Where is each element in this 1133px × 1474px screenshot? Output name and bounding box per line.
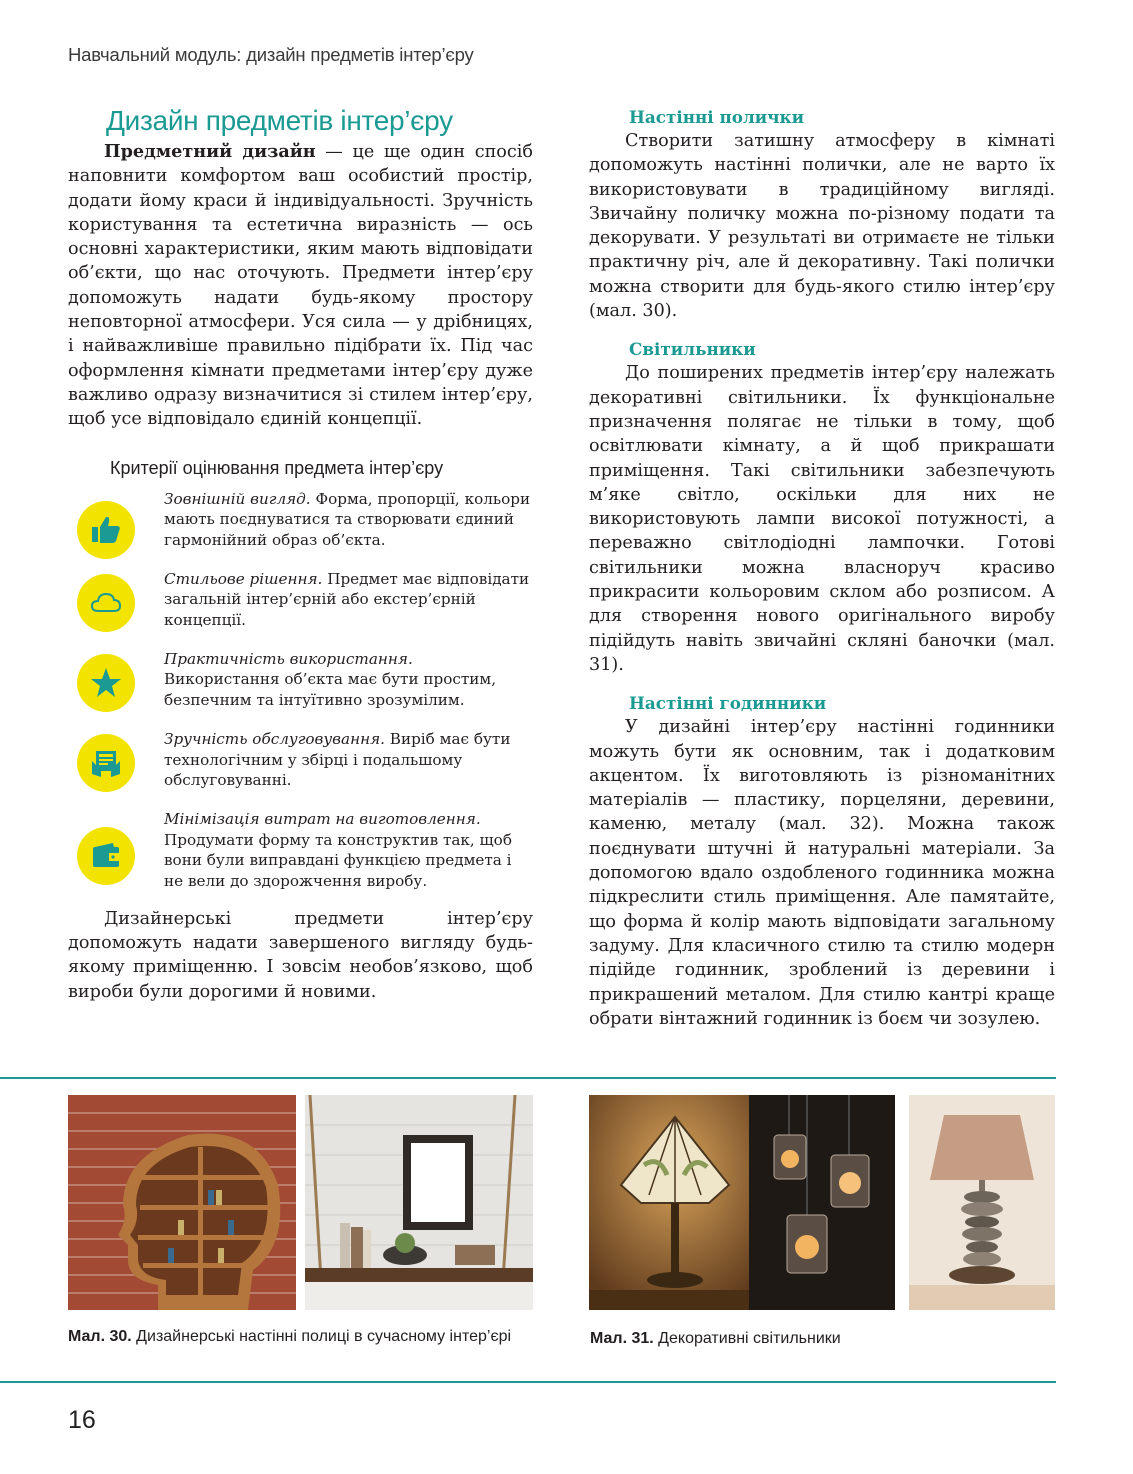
criterion-text: Форма, пропорції, кольори мають поєднуватися та створювати єдиний гармонійний образ об’єкта. [164,489,531,549]
figure-31-label: Мал. 31. [590,1330,654,1347]
figure-31-text: Декоративні світильники [653,1330,841,1347]
criterion-title: Стильове рішення. [164,569,323,588]
divider-bottom [0,1381,1056,1383]
lamps-paragraph: До поширених предметів інтер’єру належать декоративні світильники. Їх функціональне призначення полягає не тільки в тому, щоб освітлювати кімнату, а й щоб прикрашати приміщення. Такі світильники забезпечують м’яке світло, оскільки для них не використовують лампи високої потужності, а переважно світлодіодні лампочки. Готові світильники можна власноруч красиво прикрасити кольоровим склом або розписом. А для створення нового оригінального виробу підійдуть навіть звичайні скляні баночки (мал. 31). [589,363,1055,675]
criterion-item [164,809,533,892]
criterion-item [164,489,533,551]
stone-lamp-photo [909,1095,1055,1310]
star-icon [77,654,135,712]
criterion-title: Зручність обслуговування. [164,729,385,748]
clocks-paragraph: У дизайні інтер’єру настінні годинники можуть бути як основним, так і додатковим акцентом. Їх виготовляють із різноманітних матеріалів — пластику, порцеляни, деревини, каменю, металу (мал. 32). Можна також поєднувати штучні й натуральні матеріали. За допомогою вдало оздобленого годинника можна підкреслити стиль приміщення. Але памятайте, що форма й колір мають відповідати загальному задуму. Для класичного стилю та стилю модерн підійде годинник, зроблений із деревини і прикрашений металом. Для стилю кантрі краще обрати вінтажний годинник із боєм чи зозулею. [589,717,1055,1029]
figure-30-caption [68,1326,538,1347]
criterion-title: Зовнішній вигляд. [164,489,311,508]
figure-30-text: Дизайнерські настінні полиці в сучасному інтер’єрі [131,1328,512,1345]
shelves-paragraph: Створити затишну атмосферу в кімнаті допоможуть настінні полички, але не варто їх використовувати в традиційному вигляді. Звичайну поличку можна по-різному подати та декорувати. У результаті ви отримаєте не тільки практичну річ, але й декоративну. Такі полички можна створити для будь-якого стилю інтер’єру (мал. 30). [589,131,1055,322]
figure-30-label: Мал. 30. [68,1328,132,1345]
subheading-shelves: Настінні полички [629,107,805,127]
left-column [68,100,533,1004]
page-number: 16 [68,1406,96,1434]
criterion-title: Практичність використання. [164,649,413,668]
tablet-hands-icon [77,734,135,792]
jar-lamps-photo [749,1095,895,1310]
tiffany-lamp-photo [589,1095,762,1310]
divider-top [0,1077,1056,1079]
criteria-title: Критерії оцінювання предмета інтер’єру [110,457,444,478]
criterion-text: Продумати форму та конструктив так, щоб вони були виправдані функцією предмета і не вели до здорожчення виробу. [164,830,512,891]
closing-paragraph: Дизайнерські предмети інтер’єру допоможуть надати завершеного вигляду будь-якому приміщенню. І зовсім необов’язково, щоб вироби були дорогими й новими. [68,908,533,1002]
intro-paragraph [68,140,533,432]
thumbs-up-icon [77,501,135,559]
cloud-icon [77,574,135,632]
right-column [589,100,1055,1031]
intro-text: — це ще один спосіб наповнити комфортом ваш особистий простір, додати йому краси й індивідуальності. Зручність користування та естетична виразність — ось основні характеристики, яким мають відповідати об’єкти, що нас оточують. Предмети інтер’єру допоможуть надати будь-якому простору неповторної атмосфери. Уся сила — у дрібницях, і найважливіше правильно підібрати їх. Під час оформлення кімнати предметами інтер’єру дуже важливо одразу визначитися зі стилем інтер’єру, щоб усе відповідало єдиній концепції. [68,142,533,430]
swing-shelf-photo [305,1095,533,1310]
criterion-item [164,649,533,711]
section-title: Дизайн предметів інтер’єру [106,105,453,136]
criterion-text: Предмет має відповідати загальній інтер’єрній або екстер’єрній концепції. [164,569,530,630]
criterion-item [164,569,533,631]
criterion-text: Використання об’єкта має бути простим, безпечним та інтуїтивно зрозумілим. [164,670,497,710]
criterion-item [164,729,533,791]
subheading-lamps: Світильники [629,339,756,360]
wallet-icon [77,827,135,885]
figure-31-caption [590,1328,1050,1349]
criterion-title: Мінімізація витрат на виготовлення. [164,810,481,828]
running-header: Навчальний модуль: дизайн предметів інтер’єру [68,44,474,65]
subheading-clocks: Настінні годинники [629,693,827,714]
criterion-text: Виріб має бути технологічним у збірці і подальшому обслуговуванні. [164,729,511,790]
head-shelf-photo [68,1095,296,1310]
intro-term: Предметний дизайн [104,141,316,162]
